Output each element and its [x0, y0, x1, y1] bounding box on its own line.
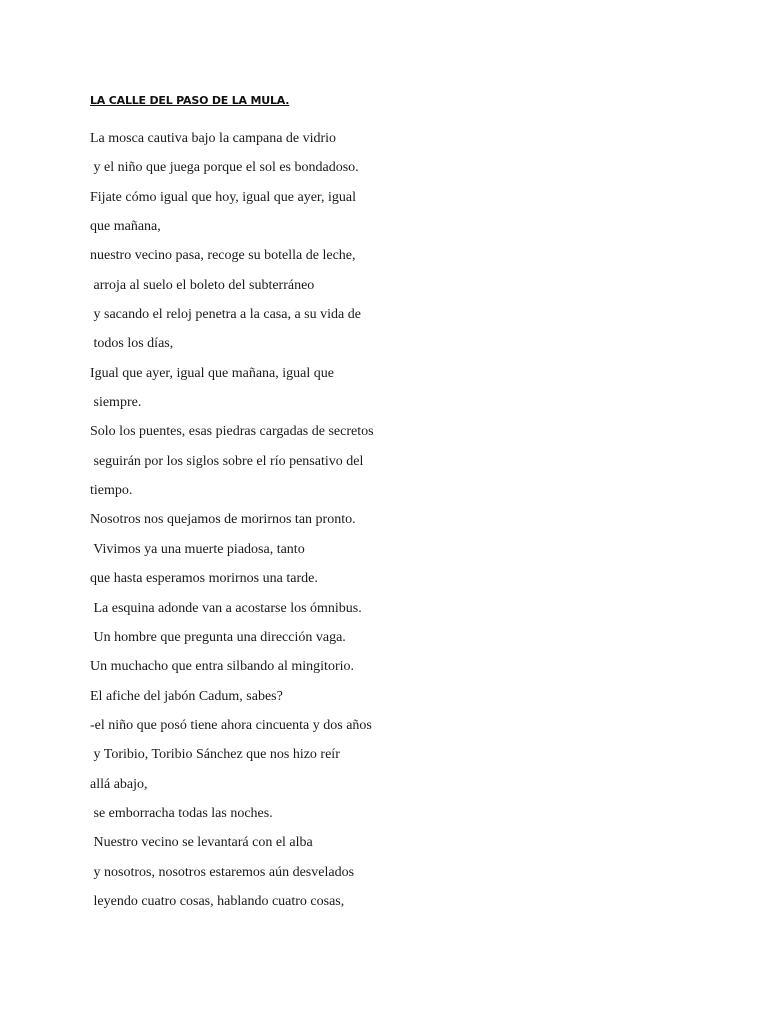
poem-line: Vivimos ya una muerte piadosa, tanto [90, 541, 305, 557]
poem-line: y nosotros, nosotros estaremos aún desvelados [90, 864, 355, 880]
poem-line: leyendo cuatro cosas, hablando cuatro cosas, [90, 893, 345, 909]
poem-line: Fijate cómo igual que hoy, igual que ayer, igual [90, 189, 357, 205]
poem-line: que hasta esperamos morirnos una tarde. [90, 571, 318, 587]
poem-line: y sacando el reloj penetra a la casa, a su vida de [90, 307, 361, 323]
poem-line: Igual que ayer, igual que mañana, igual que [90, 365, 334, 381]
poem-line: Un muchacho que entra silbando al mingitorio. [90, 659, 354, 675]
poem-line: arroja al suelo el boleto del subterráneo [90, 277, 315, 293]
poem-line: La mosca cautiva bajo la campana de vidrio [90, 131, 337, 146]
poem-line: y Toribio, Toribio Sánchez que nos hizo reír [90, 747, 340, 763]
poem-line: -el niño que posó tiene ahora cincuenta y dos años [90, 717, 372, 733]
poem-line: Un hombre que pregunta una dirección vaga. [90, 629, 346, 645]
poem-line: seguirán por los siglos sobre el río pensativo del [90, 453, 364, 469]
poem-line: El afiche del jabón Cadum, sabes? [90, 688, 283, 704]
poem-line: Solo los puentes, esas piedras cargadas de secretos [90, 424, 374, 440]
poem-line: todos los días, [90, 336, 174, 352]
poem-line: se emborracha todas las noches. [90, 805, 273, 821]
poem-line: nuestro vecino pasa, recoge su botella de leche, [90, 248, 356, 264]
poem-line: La esquina adonde van a acostarse los ómnibus. [90, 600, 362, 616]
poem-line: que mañana, [90, 219, 161, 235]
poem-line: tiempo. [90, 483, 133, 499]
poem-line: Nuestro vecino se levantará con el alba [90, 835, 313, 851]
poem-line: allá abajo, [90, 776, 148, 792]
poem-line: Nosotros nos quejamos de morirnos tan pronto. [90, 512, 356, 528]
poem-line: y el niño que juega porque el sol es bondadoso. [90, 160, 359, 176]
poem-body [90, 124, 690, 916]
poem-line: siempre. [90, 395, 142, 411]
poem-title: LA CALLE DEL PASO DE LA MULA. [90, 94, 290, 107]
